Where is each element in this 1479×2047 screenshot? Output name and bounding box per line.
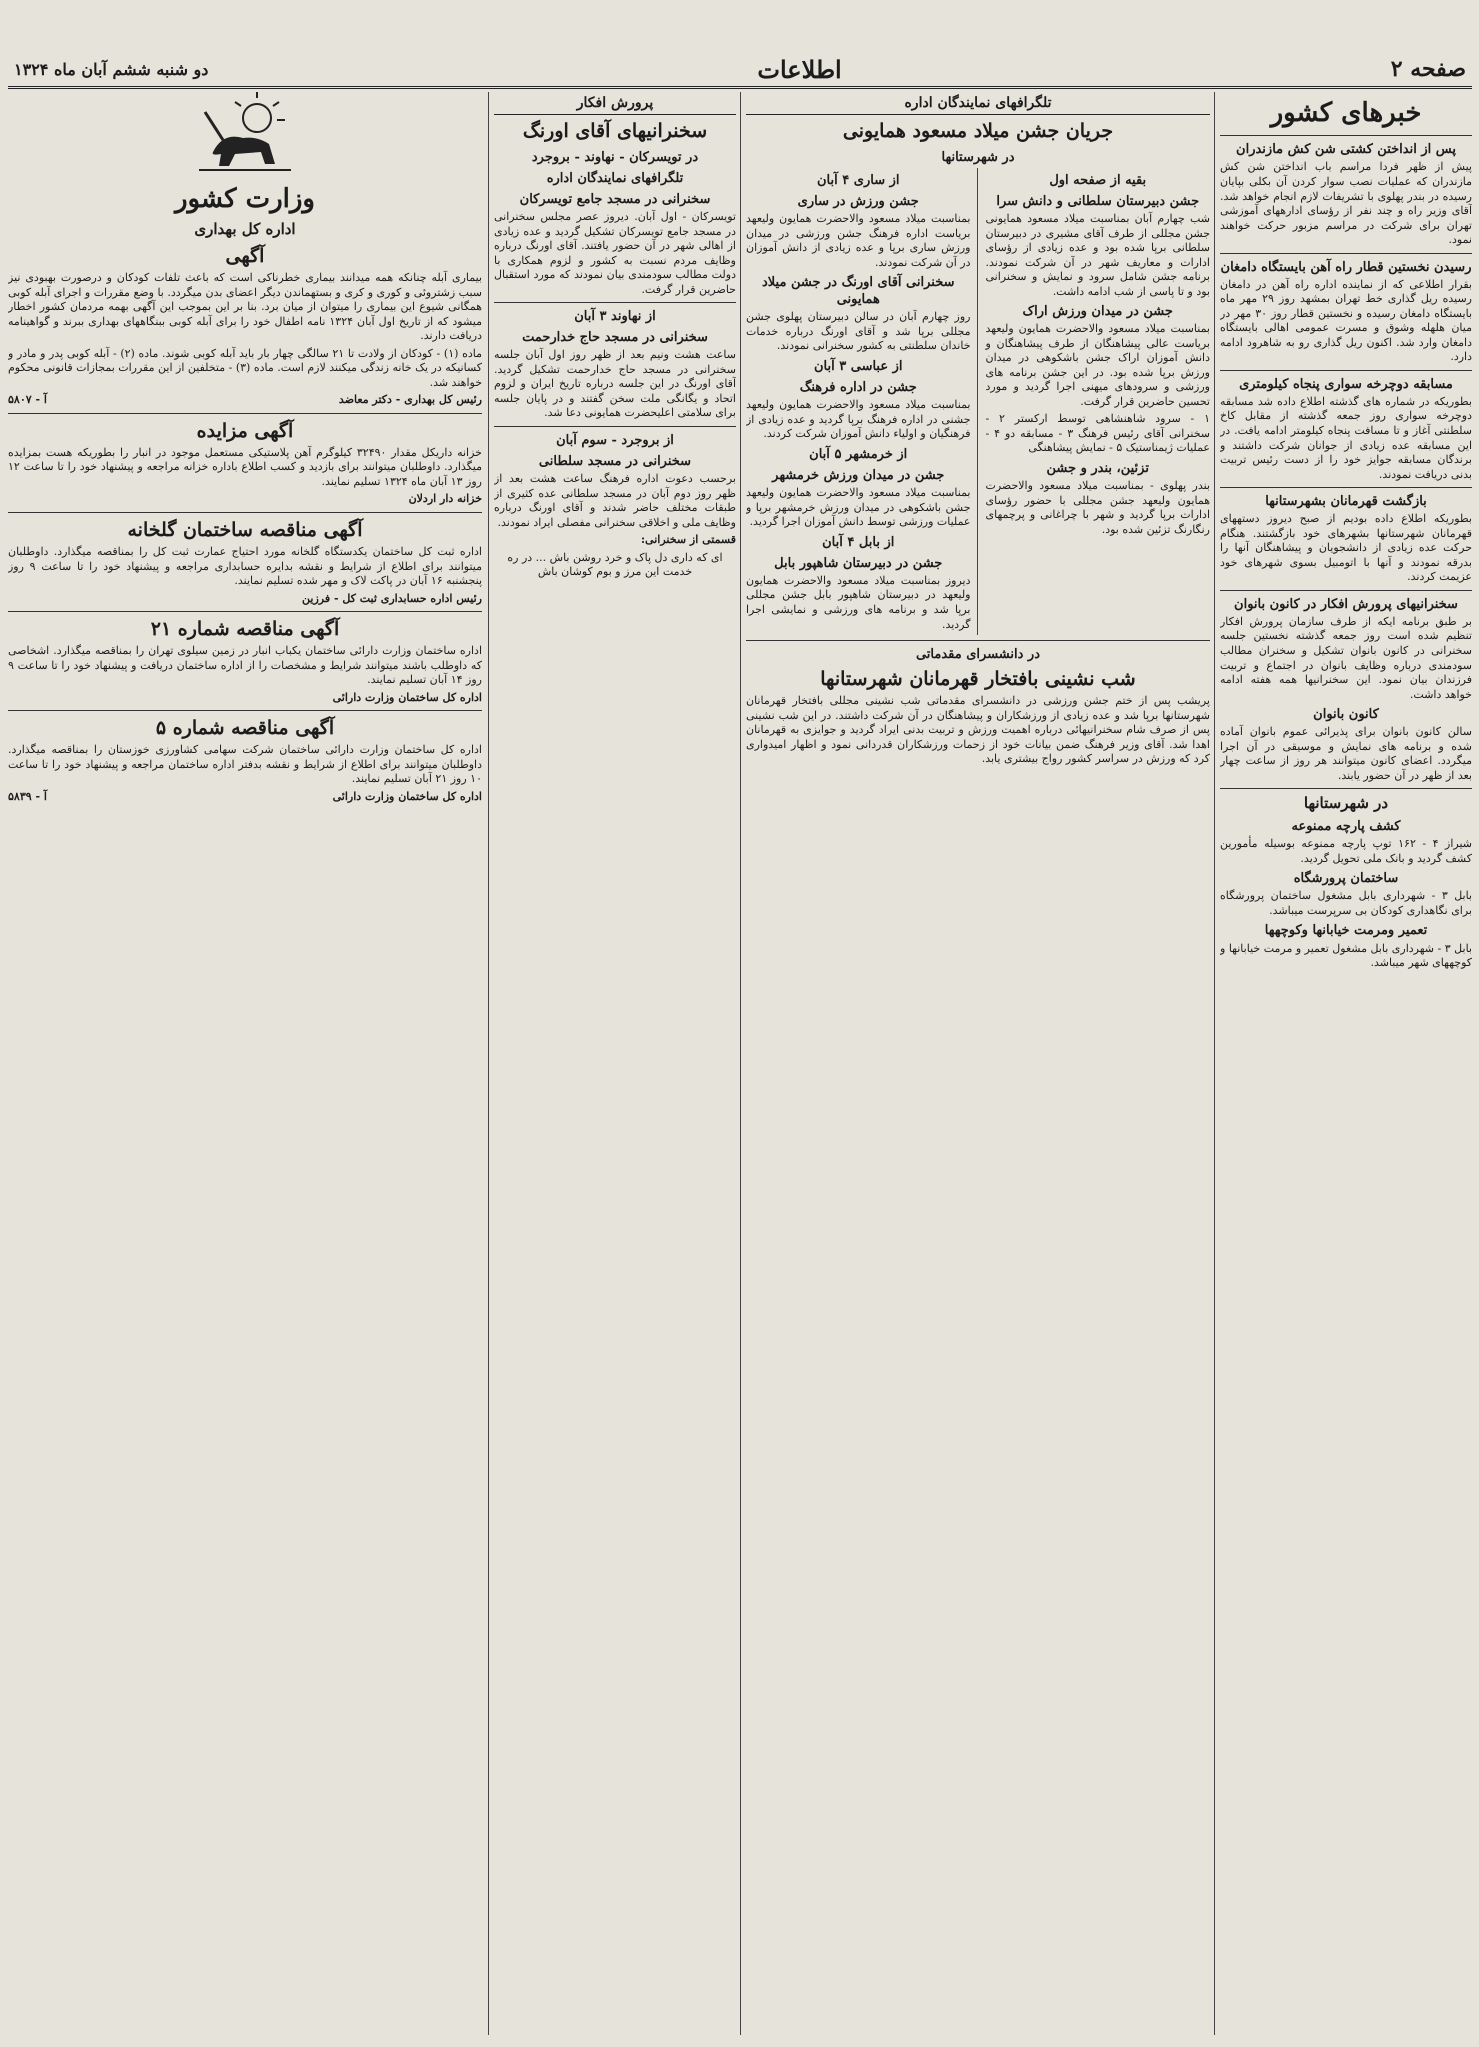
divider bbox=[1220, 370, 1472, 371]
article-title: پس از انداختن کشتی شن کش مازندران bbox=[1236, 142, 1456, 158]
ad-title: آگهی مزایده bbox=[196, 419, 294, 442]
article-body: بندر پهلوی - بمناسبت میلاد مسعود والاحضرت همایون ولیعهد جشن مجللی با حضور رؤسای ادارات برپا گردید و شهر با چراغانی و پرچمهای رنگارنگ تزئین شده بود. bbox=[985, 479, 1210, 536]
birthday-celebration-column bbox=[746, 92, 1210, 2035]
ad-footer bbox=[8, 790, 482, 805]
article-title: سخنرانی در مسجد جامع تویسرکان bbox=[519, 191, 711, 207]
program-list: ۱ - سرود شاهنشاهی توسط ارکستر ۲ - سخنرانی آقای رئیس فرهنگ ۳ - مسابقه دو ۴ - عملیات ژیمناستیک ۵ - نمایش پیشاهنگی bbox=[985, 412, 1210, 455]
section-heading: در شهرستانها bbox=[1303, 794, 1389, 813]
ad-signature: رئیس اداره حسابداری ثبت کل - فرزین bbox=[302, 591, 482, 605]
article-body: تویسرکان - اول آبان. دیروز عصر مجلس سخنرانی در مسجد جامع تویسرکان تشکیل گردید و عده زیادی از اهالی شهر در آن حضور یافتند. آقای اورنگ درباره وظایف مردم نسبت به کشور و لزوم همکاری با دولت مطالب سودمندی بیان نمودند که مورد استقبال حاضرین قرار گرفت. bbox=[494, 210, 736, 296]
ad-body: اداره ساختمان وزارت دارائی ساختمان یکباب انبار در زمین سیلوی تهران را بمناقصه میگذارد. اشخاصی که داوطلب باشند میتوانند شرایط و مشخصات را از اداره ساختمان دریافت و پیشنهاد خود را تا ساعت ۹ روز ۱۴ آبان تسلیم نمایند. bbox=[8, 644, 482, 687]
article-title: سخنرانیهای پرورش افکار در کانون بانوان bbox=[1234, 596, 1458, 612]
article-body: بقرار اطلاعی که از نماینده اداره راه آهن در دامغان رسیده ریل گذاری خط تهران بمشهد روز ۲۹ مهر ماه بایستگاه دامغان رسیده و نخستین قطار روز ۳۰ مهر در میان هلهله وشوق و مسرت عمومی اهالی بایستگاه دامغان وارد شد. اکنون ریل گذاری رو به شاهرود ادامه دارد. bbox=[1220, 277, 1472, 364]
poem-intro: قسمتی از سخنرانی: bbox=[641, 533, 736, 547]
ad-footer bbox=[8, 691, 482, 706]
article-title: تزئین، بندر و جشن bbox=[1046, 460, 1149, 476]
article-title: سخنرانی آقای اورنگ در جشن میلاد همایونی bbox=[762, 275, 955, 308]
article-title: مسابقه دوچرخه سواری پنجاه کیلومتری bbox=[1239, 376, 1453, 392]
ad-footer bbox=[8, 393, 482, 408]
ad-body: خزانه داریکل مقدار ۳۲۴۹۰ کیلوگرم آهن پلاستیکی مستعمل موجود در انبار را بطوریکه هست بمزایده میگذارد. داوطلبان میتوانند برای بازدید و کسب اطلاع باداره خزانه مراجعه و پیشنهاد خود را تا ساعت ۱۲ روز ۱۳ آبان ماه ۱۳۲۴ تسلیم نمایند. bbox=[8, 445, 482, 488]
article-body: روز چهارم آبان در سالن دبیرستان پهلوی جشن مجللی برپا شد و آقای اورنگ درباره خدمات خاندان سلطنتی به کشور سخنرانی نمودند. bbox=[746, 310, 971, 353]
article-body: بابل ۳ - شهرداری بابل مشغول تعمیر و مرمت خیابانها و کوچههای شهر میباشد. bbox=[1220, 941, 1472, 970]
poem: ای که داری دل پاک و خرد روشن باش ... در ره خدمت این مرز و بوم کوشان باش bbox=[507, 550, 723, 579]
article-subtitle: جشن در دبیرستان شاهپور بابل bbox=[774, 555, 943, 571]
article-title: از نهاوند ۳ آبان bbox=[574, 309, 656, 325]
headline: شب نشینی بافتخار قهرمانان شهرستانها bbox=[820, 668, 1136, 691]
article-body: ساعت هشت ونیم بعد از ظهر روز اول آبان جلسه سخنرانی در مسجد حاج خدارحمت تشکیل گردید. آقای اورنگ در این جلسه درباره تاریخ ایران و لزوم اتحاد و یگانگی ملت سخن گفتند و در پایان جلسه برای سلامتی اعلیحضرت همایونی دعا شد. bbox=[494, 348, 736, 420]
article-subtitle: سخنرانی در مسجد حاج خدارحمت bbox=[522, 330, 708, 346]
article-title: از بابل ۴ آبان bbox=[822, 534, 895, 550]
ad-signature: اداره کل ساختمان وزارت دارائی bbox=[332, 789, 482, 803]
section-heading: خبرهای کشور bbox=[1270, 98, 1422, 128]
divider bbox=[8, 710, 482, 711]
article-title: از خرمشهر ۵ آبان bbox=[809, 446, 908, 462]
ad-signature: خزانه دار اردلان bbox=[408, 492, 482, 506]
ad-footer bbox=[8, 492, 482, 507]
divider bbox=[1220, 253, 1472, 254]
article-title: جشن ورزش در ساری bbox=[797, 193, 919, 209]
ministry-name: وزارت کشور bbox=[175, 184, 315, 214]
article-title: از ساری ۴ آبان bbox=[817, 172, 900, 188]
article-title: تعمیر ومرمت خیابانها وکوچهها bbox=[1264, 923, 1428, 939]
article-title: از بروجرد - سوم آبان bbox=[556, 433, 674, 448]
subcolumn-left bbox=[746, 168, 978, 635]
column-rule bbox=[488, 92, 489, 2035]
speeches-column bbox=[494, 92, 736, 2035]
ad-code: آ - ۵۸۳۹ bbox=[8, 789, 47, 803]
article-body: بمناسبت میلاد مسعود والاحضرت همایون ولیعهد بریاست اداره فرهنگ جشن ورزشی در میدان ورزش ساری برپا و عده زیادی از دانش آموزان در آن شرکت نمودند. bbox=[746, 212, 971, 269]
masthead bbox=[8, 52, 1472, 89]
divider bbox=[1220, 590, 1472, 591]
article-title: رسیدن نخستین قطار راه آهن بایستگاه دامغان bbox=[1220, 259, 1472, 275]
article-body: شب چهارم آبان بمناسبت میلاد مسعود همایونی جشن مجللی از طرف آقای مشیری در دبیرستان سلطانی برپا شده بود و عده زیادی از رؤسای ادارات و معاریف شهر در آن شرکت نمودند. برنامه جشن شامل سرود و نمایش و سخنرانی بود و تا پاسی از شب ادامه داشت. bbox=[985, 212, 1210, 298]
department-name: اداره کل بهداری bbox=[194, 220, 296, 239]
article-title: کانون بانوان bbox=[1313, 707, 1379, 723]
ads-column bbox=[8, 92, 482, 2035]
article-body: پیش از ظهر فردا مراسم باب انداختن شن کش مازندران که عملیات نصب سوار کردن آن بکلی بپایان رسیده در بندر پهلوی با تشریفات لازم انجام خواهد شد. آقای وزیر راه و چند نفر از رؤسای ادارههای آموزشی تهران برای شرکت در مراسم مزبور حرکت خواهند نمود. bbox=[1220, 160, 1472, 247]
ad-body: اداره ثبت کل ساختمان یکدستگاه گلخانه مورد احتیاج عمارت ثبت کل را بمناقصه میگذارد. داوطلبان میتوانند برای اطلاع از شرایط و نقشه بدایره حسابداری مراجعه و پیشنهاد خود را تا ساعت ۹ روز پنجشنبه ۱۶ آبان در پاکت لاک و مهر شده تسلیم نمایند. bbox=[8, 545, 482, 588]
divider bbox=[1220, 135, 1472, 136]
article-body: دیروز بمناسبت میلاد مسعود والاحضرت همایون ولیعهد در دبیرستان شاهپور بابل جشن مجللی برپا شد و برنامه های ورزشی و نمایشی اجرا گردید. bbox=[746, 573, 971, 631]
kicker: تلگرافهای نمایندگان اداره bbox=[746, 92, 1210, 115]
column-rule bbox=[1214, 92, 1215, 2035]
divider bbox=[1220, 788, 1472, 789]
article-body: بمناسبت میلاد مسعود والاحضرت همایون ولیعهد جشنی در اداره فرهنگ برپا گردید و عده زیادی از فرهنگیان و اولیاء دانش آموزان شرکت کردند. bbox=[746, 398, 971, 441]
kicker: پرورش افکار bbox=[494, 92, 736, 115]
subheadline: در تویسرکان - نهاوند - بروجرد bbox=[531, 149, 699, 165]
article-subtitle: جشن در اداره فرهنگ bbox=[799, 380, 917, 396]
column-rule bbox=[740, 92, 741, 2035]
continued-label: بقیه از صفحه اول bbox=[1049, 172, 1147, 188]
page-number: صفحه ۲ bbox=[1390, 56, 1466, 82]
article-body: بر طبق برنامه ایکه از طرف سازمان پرورش افکار تنظیم شده است روز جمعه گذشته نخستین جلسه سخنرانی در کانون بانوان تشکیل و سخنران مطالب سودمندی درباره وظایف بانوان در اجتماع و تربیت فرزندان بیان نمود. این سخنرانیها همه هفته ادامه خواهد داشت. bbox=[1220, 614, 1472, 701]
newspaper-name: اطلاعات bbox=[757, 54, 842, 84]
divider bbox=[746, 640, 1210, 641]
subcolumn-right bbox=[986, 168, 1211, 635]
divider bbox=[8, 512, 482, 513]
article-body: برحسب دعوت اداره فرهنگ ساعت هشت بعد از ظهر روز دوم آبان در مسجد سلطانی عده کثیری از طبقات مختلف حاضر شدند و آقای اورنگ درباره وظایف ملی و اخلاقی سخنرانی مفصلی ایراد نمودند. bbox=[494, 472, 736, 529]
ad-articles: ماده (۱) - کودکان از ولادت تا ۲۱ سالگی چهار بار باید آبله کوبی شوند. ماده (۲) - آبله کوبی پدر و مادر و کسانیکه در یک خانه زندگی میکنند لازم است. ماده (۳) - متخلفین از این مقررات بمجازات قانونی محکوم خواهند شد. bbox=[8, 346, 482, 389]
article-body: پریشب پس از ختم جشن ورزشی در دانشسرای مقدماتی شب نشینی مجللی بافتخار قهرمانان شهرستانها برپا شد و عده زیادی از ورزشکاران و پیشاهنگان در آن شرکت داشتند. در این شب نشینی پس از صرف شام سخنرانیهائی درباره اهمیت ورزش و تربیت بدنی ایراد گردید و جوایزی به قهرمانان اهدا شد. آقای وزیر فرهنگ ضمن بیانات خود از زحمات ورزشکاران قدردانی نمود و اظهار امیدواری کرد که ورزش در سراسر کشور رواج بیشتری یابد. bbox=[746, 694, 1210, 766]
article-title: بازگشت قهرمانان بشهرستانها bbox=[1265, 494, 1427, 510]
two-column-body bbox=[746, 168, 1210, 635]
article-title: کشف پارچه ممنوعه bbox=[1291, 819, 1401, 835]
ad-body: بیماری آبله چنانکه همه میدانند بیماری خطرناکی است که باعث تلفات کودکان و درصورت بهبودی نیز سبب زشتروئی و کوری و کری و بستهماندن دیگر اعضای بدن میگردد. با وضع مقررات و اجرای آبله کوبی همگانی شیوع این بیماری را میتوان از میان برد. بنا بر این بموجب این آگهی بهمه مردمان کشور اخطار میشود که از تاریخ اول آبان ۱۳۲۴ نامه اطفال خود را برای آبله کوبی ببنگاههای بهداری ببرند و گواهینامه دریافت دارند. bbox=[8, 271, 482, 343]
section-kicker: در دانشسرای مقدماتی bbox=[915, 647, 1041, 663]
article-title: جشن در میدان ورزش اراک bbox=[1022, 304, 1173, 320]
headline: جریان جشن میلاد مسعود همایونی bbox=[842, 120, 1114, 143]
ad-title: آگهی bbox=[225, 245, 265, 268]
ad-footer bbox=[8, 592, 482, 607]
divider bbox=[1220, 487, 1472, 488]
divider bbox=[8, 413, 482, 414]
ad-body: اداره کل ساختمان وزارت دارائی ساختمان شرکت سهامی کشاورزی خوزستان را بمناقصه میگذارد. داوطلبان میتوانند برای اطلاع از شرایط و نقشه بدفتر اداره ساختمان مراجعه و پیشنهاد خود را تا ساعت ۱۰ روز ۲۱ آبان تسلیم نمایند. bbox=[8, 743, 482, 786]
ad-title: آگهی مناقصه ساختمان گلخانه bbox=[127, 518, 363, 541]
divider bbox=[494, 426, 736, 427]
article-body: شیراز ۴ - ۱۶۲ توپ پارچه ممنوعه بوسیله مأمورین کشف گردید و بانک ملی تحویل گردید. bbox=[1220, 837, 1472, 865]
article-body: بمناسبت میلاد مسعود والاحضرت همایون ولیعهد جشن باشکوهی در میدان ورزش خرمشهر برپا و عملیات ورزشی توسط دانش آموزان اجرا گردید. bbox=[746, 486, 971, 529]
headline: سخنرانیهای آقای اورنگ bbox=[522, 120, 708, 143]
article-body: بمناسبت میلاد مسعود والاحضرت همایون ولیعهد بریاست عالی پیشاهنگان از طرف پیشاهنگان و دانش آموزان اراک جشن باشکوهی در میدان ورزش برپا شده بود. در این جشن برنامه های ورزشی و سرودهای میهنی اجرا گردید و مورد تحسین حاضرین قرار گرفت. bbox=[985, 322, 1210, 408]
subheadline: در شهرستانها bbox=[941, 149, 1015, 165]
ad-signature: رئیس کل بهداری - دکتر معاضد bbox=[338, 393, 482, 407]
ad-title: آگهی مناقصه شماره ۵ bbox=[155, 717, 335, 740]
divider bbox=[494, 302, 736, 303]
article-body: بطوریکه اطلاع داده بودیم از صبح دیروز دستههای قهرمانان شهرستانها بشهرهای خود بازگشتند. هنگام حرکت عده زیادی از دانشجویان و پیشاهنگان آنها را بدرقه نمودند و آنها با اتومبیل بسوی شهرهای خود عزیمت کردند. bbox=[1220, 512, 1472, 584]
article-title: جشن دبیرستان سلطانی و دانش سرا bbox=[996, 193, 1200, 209]
ad-signature: اداره کل ساختمان وزارت دارائی bbox=[332, 690, 482, 704]
news-briefs-column bbox=[1220, 92, 1472, 2035]
divider bbox=[8, 611, 482, 612]
issue-date: دو شنبه ششم آبان ماه ۱۳۲۴ bbox=[14, 59, 209, 79]
ad-code: آ - ۵۸۰۷ bbox=[8, 393, 47, 407]
article-body: سالن کانون بانوان برای پذیرائی عموم بانوان آماده شده و برنامه های نمایش و موسیقی در آن اجرا میگردد. اعضای کانون میتوانند هر روز از ساعت چهار بعد از ظهر در آن حضور یابند. bbox=[1220, 725, 1472, 782]
lion-and-sun-emblem-icon bbox=[195, 92, 295, 178]
article-title: ساختمان پرورشگاه bbox=[1293, 871, 1399, 887]
kicker: تلگرافهای نمایندگان اداره bbox=[546, 170, 684, 186]
article-body: بطوریکه در شماره های گذشته اطلاع داده شد مسابقه دوچرخه سواری روز جمعه گذشته از مقابل کاخ سلطنتی آغاز و تا مسافت پنجاه کیلومتر ادامه یافت. در این مسابقه عده زیادی از جوانان شرکت داشتند و برندگان مسابقه جوایز خود را از دست رئیس تربیت بدنی دریافت نمودند. bbox=[1220, 394, 1472, 481]
article-subtitle: جشن در میدان ورزش خرمشهر bbox=[772, 467, 945, 483]
ad-title: آگهی مناقصه شماره ۲۱ bbox=[150, 618, 340, 641]
article-title: از عباسی ۳ آبان bbox=[813, 358, 903, 374]
article-body: بابل ۳ - شهرداری بابل مشغول ساختمان پرورشگاه برای نگاهداری کودکان بی سرپرست میباشد. bbox=[1220, 889, 1472, 917]
article-subtitle: سخنرانی در مسجد سلطانی bbox=[538, 454, 692, 470]
